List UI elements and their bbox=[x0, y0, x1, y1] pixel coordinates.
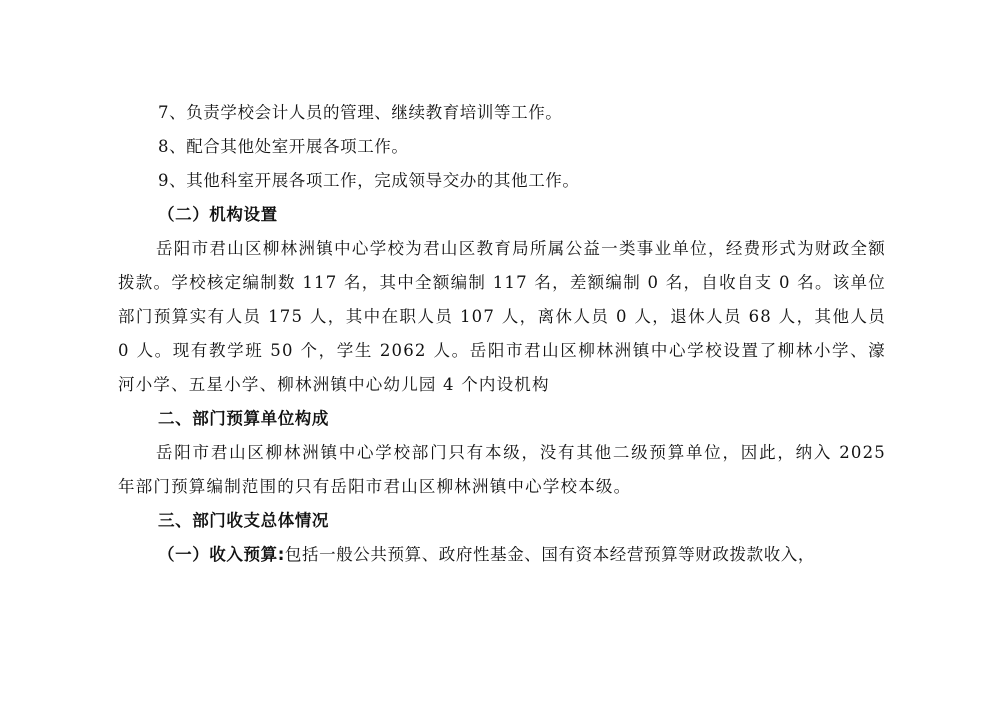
section-org-paragraph: 岳阳市君山区柳林洲镇中心学校为君山区教育局所属公益一类事业单位，经费形式为财政全额拨款。学校核定编制数 117 名，其中全额编制 117 名，差额编制 0 名，自收自支 0 名。该单位部门预算实有人员 175 人，其中在职人员 107 人，离休人员 0 人，退休人员 68 人，其他人员 0 人。现有教学班 50 个，学生 2062 人。岳阳市君山区柳林洲镇中心学校设置了柳林小学、濠河小学、五星小学、柳林洲镇中心幼儿园 4 个内设机构 bbox=[118, 239, 886, 394]
duty-item-8: 8、配合其他处室开展各项工作。 bbox=[158, 137, 409, 156]
section-org-heading: （二）机构设置 bbox=[158, 205, 278, 224]
income-budget-text: 包括一般公共预算、政府性基金、国有资本经营预算等财政拨款收入， bbox=[284, 545, 816, 564]
section-3-heading: 三、部门收支总体情况 bbox=[158, 511, 329, 530]
section-2-heading: 二、部门预算单位构成 bbox=[158, 409, 329, 428]
income-budget-line bbox=[118, 538, 886, 572]
document-body bbox=[118, 96, 886, 572]
income-budget-label: （一）收入预算: bbox=[158, 545, 285, 564]
duty-item-9: 9、其他科室开展各项工作，完成领导交办的其他工作。 bbox=[158, 171, 580, 190]
section-2-paragraph: 岳阳市君山区柳林洲镇中心学校部门只有本级，没有其他二级预算单位，因此，纳入 2025 年部门预算编制范围的只有岳阳市君山区柳林洲镇中心学校本级。 bbox=[118, 443, 886, 496]
duty-item-7: 7、负责学校会计人员的管理、继续教育培训等工作。 bbox=[158, 103, 563, 122]
